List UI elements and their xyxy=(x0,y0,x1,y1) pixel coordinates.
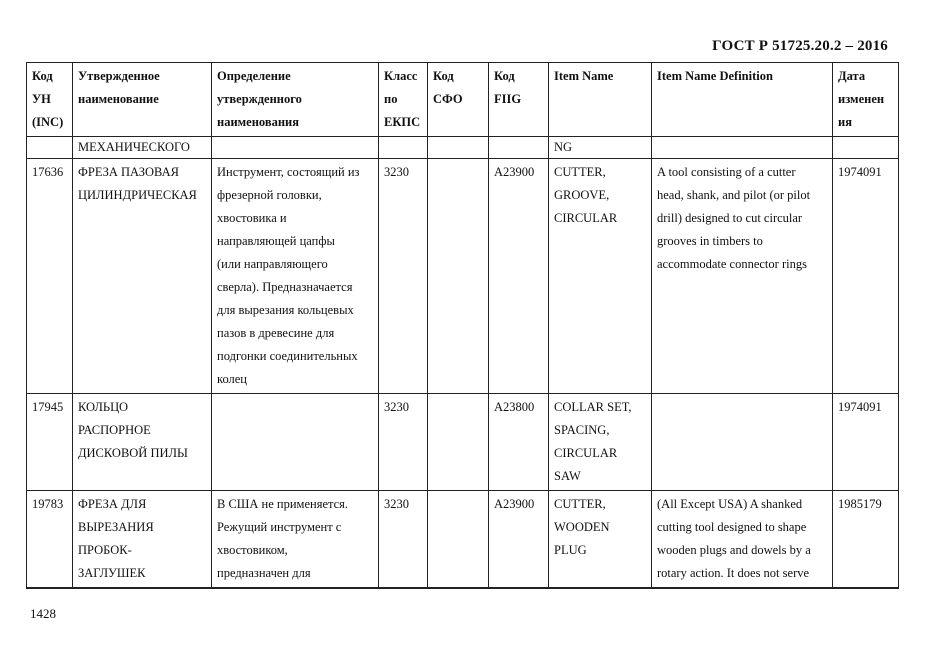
cell-sfo xyxy=(428,394,489,491)
cell-definition: В США не применяется. Режущий инструмент с хвостовиком, предназначен для xyxy=(212,491,379,589)
table-row xyxy=(27,394,899,491)
cell-sfo xyxy=(428,137,489,159)
cell-fiig: A23900 xyxy=(489,491,549,589)
cell-change-date: 1974091 xyxy=(833,394,899,491)
cell-definition xyxy=(212,394,379,491)
cell-definition: Инструмент, состоящий из фрезерной головки, хвостовика и направляющей цапфы (или направляющего сверла). Предназначается для вырезания кольцевых пазов в древесине для подгонки соединительных колец xyxy=(212,159,379,394)
table-row xyxy=(27,159,899,394)
cell-fiig: A23800 xyxy=(489,394,549,491)
cell-approved-name: ФРЕЗА ПАЗОВАЯ ЦИЛИНДРИЧЕСКАЯ xyxy=(73,159,212,394)
cell-item-name: CUTTER, WOODEN PLUG xyxy=(549,491,652,589)
cell-definition xyxy=(212,137,379,159)
col-header-sfo: Код СФО xyxy=(428,63,489,137)
nomenclature-table xyxy=(26,62,899,589)
cell-class: 3230 xyxy=(379,394,428,491)
cell-approved-name: МЕХАНИЧЕСКОГО xyxy=(73,137,212,159)
cell-approved-name: КОЛЬЦО РАСПОРНОЕ ДИСКОВОЙ ПИЛЫ xyxy=(73,394,212,491)
cell-class: 3230 xyxy=(379,159,428,394)
col-header-inc: Код УН (INC) xyxy=(27,63,73,137)
cell-item-name: COLLAR SET, SPACING, CIRCULAR SAW xyxy=(549,394,652,491)
cell-item-name: NG xyxy=(549,137,652,159)
cell-change-date: 1985179 xyxy=(833,491,899,589)
cell-class: 3230 xyxy=(379,491,428,589)
page-number: 1428 xyxy=(30,606,56,621)
cell-item-definition: A tool consisting of a cutter head, shank, and pilot (or pilot drill) designed to cut circular grooves in timbers to accommodate connector rings xyxy=(652,159,833,394)
col-header-approved-name: Утвержденное наименование xyxy=(73,63,212,137)
cell-fiig xyxy=(489,137,549,159)
cell-change-date xyxy=(833,137,899,159)
cell-inc: 19783 xyxy=(27,491,73,589)
col-header-item-name: Item Name xyxy=(549,63,652,137)
cell-inc: 17636 xyxy=(27,159,73,394)
cell-item-definition: (All Except USA) A shanked cutting tool designed to shape wooden plugs and dowels by a rotary action. It does not serve xyxy=(652,491,833,589)
cell-sfo xyxy=(428,491,489,589)
col-header-definition: Определение утвержденного наименования xyxy=(212,63,379,137)
col-header-class: Класс по ЕКПС xyxy=(379,63,428,137)
document-id: ГОСТ Р 51725.20.2 – 2016 xyxy=(712,38,888,54)
table-header-row xyxy=(27,63,899,137)
table-row xyxy=(27,137,899,159)
cell-change-date: 1974091 xyxy=(833,159,899,394)
cell-inc xyxy=(27,137,73,159)
cell-item-name: CUTTER, GROOVE, CIRCULAR xyxy=(549,159,652,394)
cell-class xyxy=(379,137,428,159)
table-row xyxy=(27,491,899,589)
cell-item-definition xyxy=(652,394,833,491)
cell-fiig: A23900 xyxy=(489,159,549,394)
col-header-fiig: Код FIIG xyxy=(489,63,549,137)
cell-approved-name: ФРЕЗА ДЛЯ ВЫРЕЗАНИЯ ПРОБОК- ЗАГЛУШЕК xyxy=(73,491,212,589)
cell-item-definition xyxy=(652,137,833,159)
col-header-item-definition: Item Name Definition xyxy=(652,63,833,137)
cell-inc: 17945 xyxy=(27,394,73,491)
cell-sfo xyxy=(428,159,489,394)
col-header-change-date: Дата изменен ия xyxy=(833,63,899,137)
